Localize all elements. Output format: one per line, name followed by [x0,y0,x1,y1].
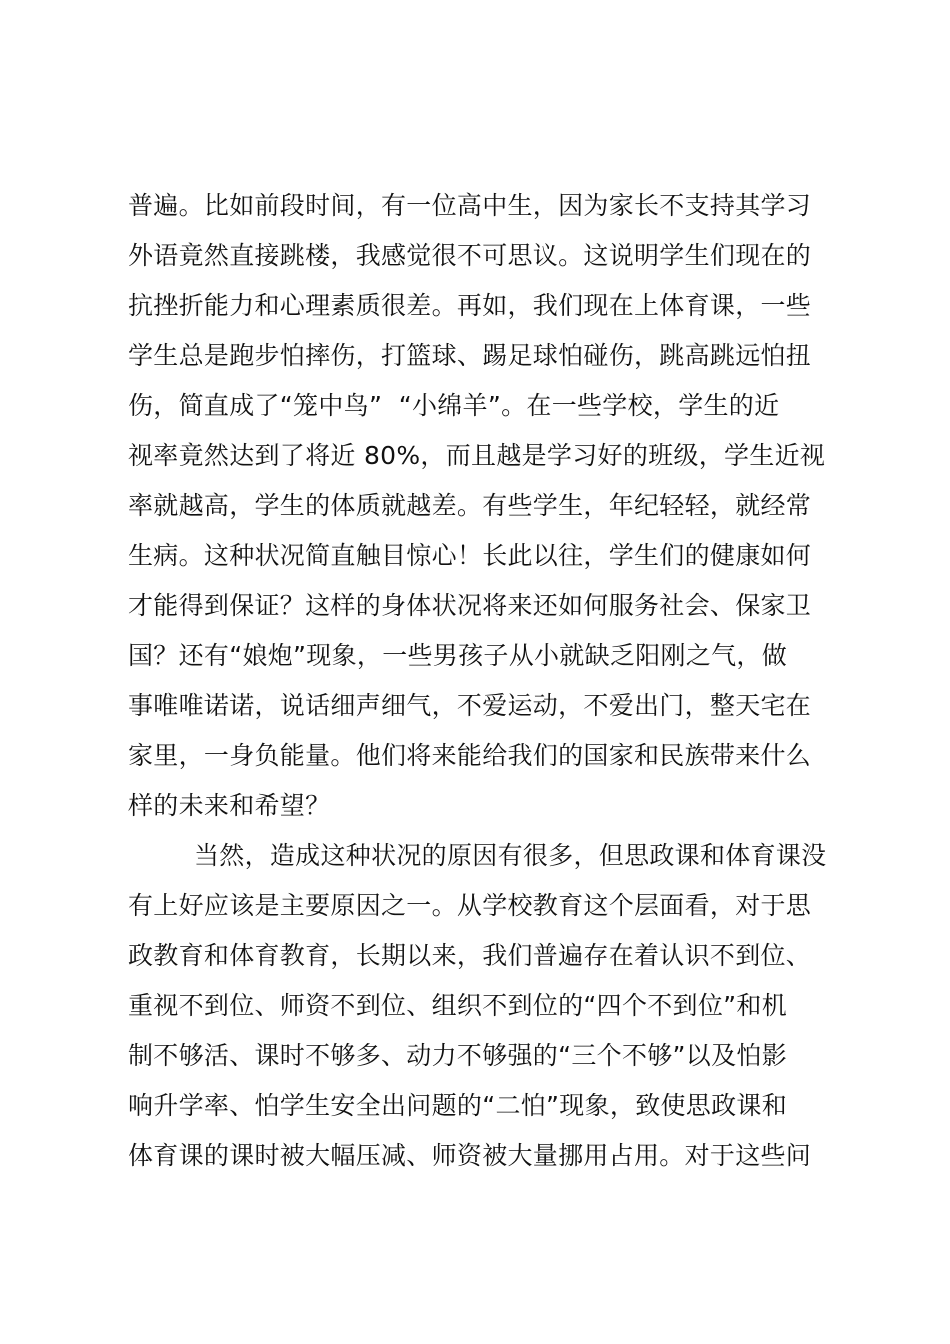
text-line: 生病。这种状况简直触目惊心！长此以往，学生们的健康如何 [128,541,812,570]
text-line: 率就越高，学生的体质就越差。有些学生，年纪轻轻，就经常 [128,491,812,520]
text-line: 体育课的课时被大幅压减、师资被大量挪用占用。对于这些问 [128,1141,812,1170]
text-line: 政教育和体育教育，长期以来，我们普遍存在着认识不到位、 [128,941,812,970]
text-line: 国？还有“娘炮”现象，一些男孩子从小就缺乏阳刚之气，做 [128,641,788,670]
text-line: 视率竟然达到了将近 80%，而且越是学习好的班级，学生近视 [128,441,826,470]
text-line: 家里，一身负能量。他们将来能给我们的国家和民族带来什么 [128,741,812,770]
text-line: 当然，造成这种状况的原因有很多，但思政课和体育课没 [128,841,827,870]
paragraph-2 [128,831,832,1181]
paragraph-1 [128,181,832,831]
text-line: 抗挫折能力和心理素质很差。再如，我们现在上体育课，一些 [128,291,812,320]
text-line: 有上好应该是主要原因之一。从学校教育这个层面看，对于思 [128,891,812,920]
text-line: 外语竟然直接跳楼，我感觉很不可思议。这说明学生们现在的 [128,241,812,270]
body-text [128,181,832,1181]
text-line: 样的未来和希望？ [128,791,331,820]
text-line: 学生总是跑步怕摔伤，打篮球、踢足球怕碰伤，跳高跳远怕扭 [128,341,812,370]
text-line: 才能得到保证？这样的身体状况将来还如何服务社会、保家卫 [128,591,812,620]
text-line: 伤，简直成了“笼中鸟” “小绵羊”。在一些学校，学生的近 [128,391,780,420]
text-line: 响升学率、怕学生安全出问题的“二怕”现象，致使思政课和 [128,1091,788,1120]
text-line: 事唯唯诺诺，说话细声细气，不爱运动，不爱出门，整天宅在 [128,691,812,720]
text-line: 重视不到位、师资不到位、组织不到位的“四个不到位”和机 [128,991,788,1020]
text-line: 普遍。比如前段时间，有一位高中生，因为家长不支持其学习 [128,191,812,220]
text-line: 制不够活、课时不够多、动力不够强的“三个不够”以及怕影 [128,1041,788,1070]
